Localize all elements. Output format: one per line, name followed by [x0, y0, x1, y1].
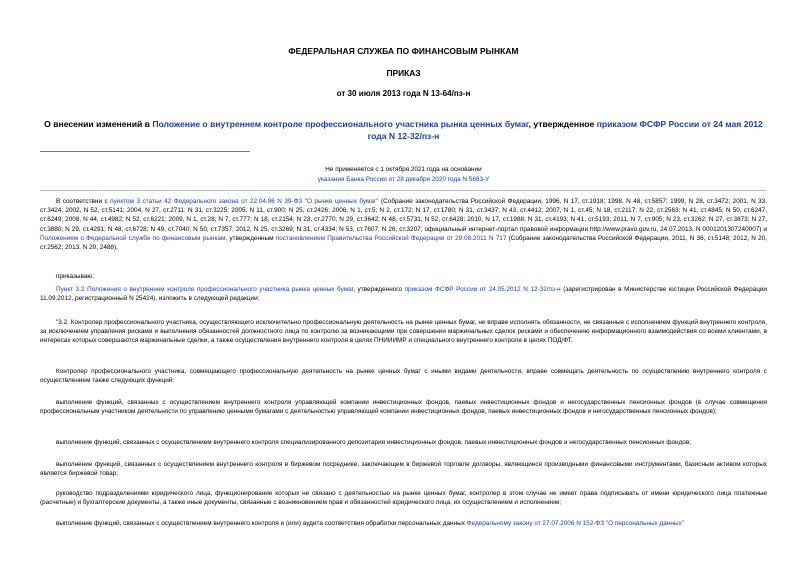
- paragraph-3-2: "3.2. Контролер профессионального участника, осуществляющего исключительно профессиональную деятельность на рынке ценных бумаг, не вправе исполнять обязанности, не связанные с исполнением функций внутреннего контроля, за исключением управления рисками и выполнения обязанностей должностного лица по контролю за возникающими при совершении маржинальных сделок рисками и обеспечению информационного взаимодействия со всеми клиентами, в интересах которых совершаются маржинальные сделки, а также осуществления внутреннего контроля в целях ПНИИИМР и специального внутреннего контроля в целях ПОД/ФТ.: [40, 319, 767, 345]
- p1-link-law[interactable]: пунктом 3 статьи 42 Федерального закона от 22.04.96 N 39-ФЗ "О рынке ценных бумаг": [110, 198, 379, 205]
- validity-note-link-line: [0, 175, 807, 185]
- paragraph-function-management-company: выполнение функций, связанных с осуществлением внутреннего контроля управляющей компании инвестиционных фондов, паевых инвестиционных фондов и негосударственных пенсионных фондов (в случае совмещения профессиональным участником деятельности по управлению ценными бумагами с деятельностью управляющей компании инвестиционных фондов, паевых инвестиционных фондов и негосударственных пенсионных фондов);: [40, 399, 767, 416]
- p1-prefix: В соответствии с: [56, 198, 111, 205]
- p1-link-regulation[interactable]: Положением о Федеральной службе по финансовым рынкам: [40, 234, 226, 242]
- p10-text: выполнение функций, связанных с осуществлением внутреннего контроля и (или) аудита соответствия обработки персональных данных: [56, 520, 467, 527]
- paragraph-basis: [40, 197, 767, 252]
- paragraph-clause: [40, 285, 767, 303]
- p1-mid: , утвержденным: [225, 234, 276, 242]
- title-link-order[interactable]: приказом ФСФР России от 24 мая 2012 года N 12-32/пз-н: [367, 119, 763, 141]
- document-title: [40, 118, 767, 142]
- p1-body: (Собрание законодательства Российской Федерации, 1996, N 17, ст.1918; 1998, N 48, ст.5857; 1999, N 28, ст.3472; 2001, N 33, ст.3424; 2002, N 52, ст.5141; 2004, N 27, ст.2711; N 31, ст.3225; 2005, N 11, ст.900; N 25, ст.2426; 2006, N 1, ст.5; N 2, ст.172; N 17, ст.1780; N 31, ст.3437; N 43, ст.4412; 2007, N 1, ст.45; N 18, ст.2117; N 22, ст.2563; N 41, ст.4845; N 50, ст.6247, ст.6249; 2008, N 44, ст.4982; N 52, ст.6221; 2009, N 1, ст.28; N 7, ст.777; N 18, ст.2154; N 23, ст.2770; N 29, ст.3642; N 48, ст.5731; N 52, ст.6428; 2010, N 17, ст.1988; N 31, ст.4193; N 41, ст.5193; 2011, N 7, ст.905; N 23, ст.3262; N 27, ст.3873; N 27, ст.3880; N 29, ст.4291; N 48, ст.6728; N 49, ст.7040; N 50, ст.7357; 2012, N 25, ст.3269; N 31, ст.4334; N 53, ст.7607; N 26, ст.3207; официальный интернет-портал правовой информации http://www.pravo.gov.ru, 24.07.2013, N 0001201307240007) и: [40, 198, 768, 233]
- p3-mid: , утвержденного: [353, 286, 405, 293]
- p1-link-resolution[interactable]: постановлением Правительства Российской Федерации от 29.08.2011 N 717: [275, 234, 507, 242]
- p3-tail: (зарегистрирован в Министерстве юстиции Российской Федерации 11.09.2012, регистрационный N 25424), изложить в следующей редакции:: [40, 286, 767, 303]
- title-mid: , утвержденное: [528, 119, 597, 129]
- paragraph-function-exchange: выполнение функций, связанных с осуществлением внутреннего контроля в биржевом посреднике, заключающем в биржевой торговле договоры, являющиеся производными финансовыми инструментами, базисным активом которых является биржевой товар;: [40, 461, 767, 478]
- validity-note: Не применяется с 1 октября 2021 года на основании: [325, 166, 482, 173]
- p3-link-clause[interactable]: Пункт 3.2 Положения о внутреннем контроле профессионального участника рынка ценных бумаг: [56, 286, 354, 293]
- title-link-regulation[interactable]: Положение о внутреннем контроле профессионального участника рынка ценных бумаг: [152, 119, 529, 129]
- date-number-heading: от 30 июля 2013 года N 13-64/пз-н: [336, 89, 471, 98]
- validity-note-link[interactable]: указания Банка России от 28 декабря 2020 года N 5683-У: [317, 176, 490, 183]
- title-prefix: О внесении изменений в: [44, 119, 153, 129]
- p1-tail: (Собрание законодательства Российской Федерации, 2011, N 36, ст.5148; 2012, N 20, ст.2562; 2013, N 20, 2488),: [40, 234, 767, 252]
- agency-heading: ФЕДЕРАЛЬНАЯ СЛУЖБА ПО ФИНАНСОВЫМ РЫНКАМ: [288, 46, 519, 56]
- doc-type-heading: ПРИКАЗ: [386, 68, 421, 78]
- p3-link-order[interactable]: приказом ФСФР России от 24.05.2012 N 12-32/пз-н: [404, 286, 561, 293]
- paragraph-controller-combining: Контролер профессионального участника, совмещающего профессиональную деятельность на рынке ценных бумаг с иными видами деятельности, вправе совмещать деятельность по осуществлению внутреннего контроля с осуществлением также следующих функций:: [40, 368, 767, 385]
- paragraph-function-depository: выполнение функций, связанных с осуществлением внутреннего контроля специализированного депозитария инвестиционных фондов, паевых инвестиционных фондов и негосударственных пенсионных фондов;: [56, 439, 692, 446]
- paragraph-order-word: приказываю:: [56, 273, 94, 280]
- separator-short: [40, 151, 250, 152]
- p10-link-law[interactable]: Федеральному закону от 27.07.2006 N 152-ФЗ "О персональных данных": [466, 520, 684, 527]
- paragraph-function-personal-data: [40, 519, 767, 528]
- paragraph-function-management: руководство подразделениями юридического лица, функционирование которых не связано с деятельностью на рынке ценных бумаг, контролер в этом случае не имеет права подписывать от имени юридического лица платежные (расчетные) и бухгалтерские документы, а также иные документы, связанные с возникновением прав и обязанностей юридического лица, их осуществлением и исполнением;: [40, 490, 767, 507]
- separator-long: [40, 190, 767, 191]
